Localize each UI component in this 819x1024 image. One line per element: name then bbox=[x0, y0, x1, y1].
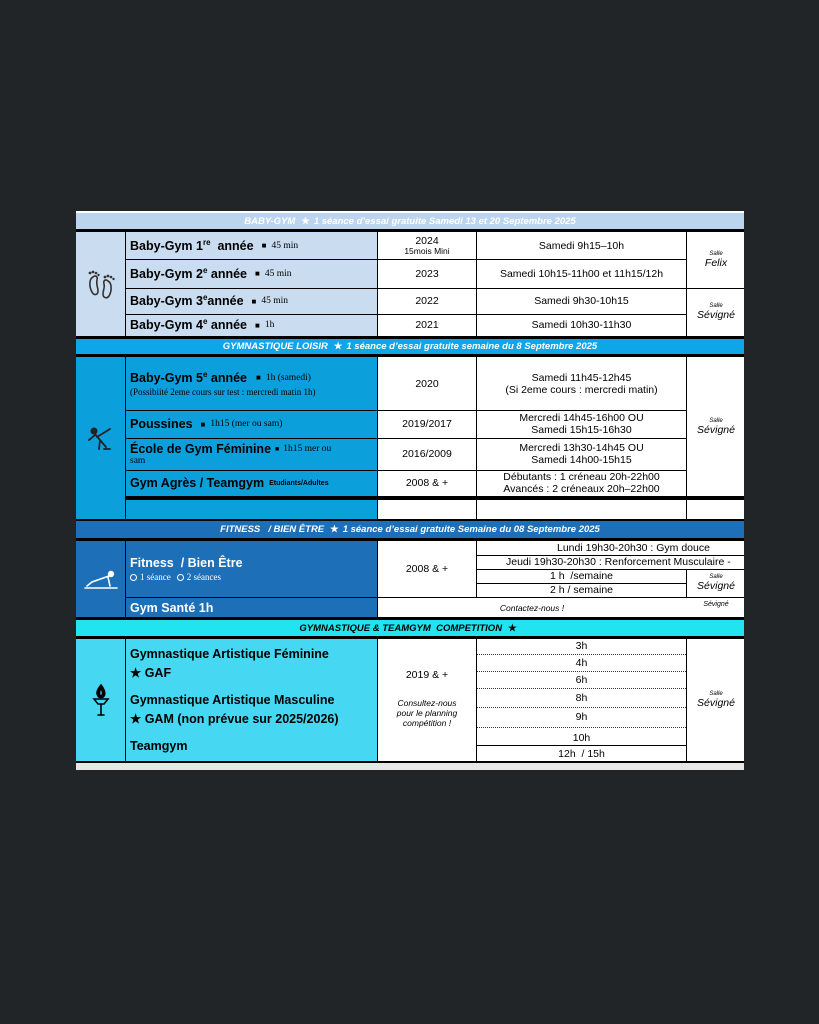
babygym-row-1-schedule: Samedi 9h15–10h bbox=[538, 239, 625, 252]
star-icon: ★ bbox=[301, 215, 310, 227]
option-2-seances: 2 séances bbox=[186, 572, 221, 582]
fitness-schedule-2: Jeudi 19h30-20h30 : Renforcement Musculaire - bbox=[506, 556, 731, 568]
table-footer-strip bbox=[76, 763, 744, 770]
star-icon: ★ bbox=[330, 524, 339, 535]
sante-contact: Contactez-nous ! bbox=[499, 602, 565, 613]
babygym-row-4-schedule: Samedi 10h30-11h30 bbox=[531, 319, 632, 331]
fitness-freq-2: 2 h / semaine bbox=[549, 584, 614, 596]
hours-9h: 9h bbox=[575, 710, 588, 723]
sante-title: Gym Santé 1h bbox=[130, 600, 214, 615]
hours-10h: 10h bbox=[572, 731, 591, 744]
band-loisir bbox=[76, 339, 744, 354]
babygym-row-4-year: 2021 bbox=[415, 319, 439, 331]
loisir-row-2-schedule: Mercredi 14h45-16h00 OU Samedi 15h15-16h30 bbox=[519, 412, 644, 436]
band-babygym-note: 1 séance d’essai gratuite Samedi 13 et 20 Septembre 2025 bbox=[313, 215, 576, 227]
competition-icon-cell bbox=[76, 639, 125, 761]
babygym-row-3-year: 2022 bbox=[415, 295, 439, 307]
loisir-row-1-schedule: Samedi 11h45-12h45 (Si 2eme cours : mercredi matin) bbox=[505, 371, 658, 396]
babygym-row-3-schedule: Samedi 9h30-10h15 bbox=[534, 295, 629, 307]
option-1-seance: 1 séance bbox=[140, 572, 171, 582]
sante-salle: Sévigné bbox=[703, 600, 729, 608]
babygym-salle-felix: Salle Felix bbox=[704, 251, 728, 269]
band-fitness-note: 1 séance d’essai gratuite Semaine du 08 Septembre 2025 bbox=[342, 524, 600, 535]
fitness-title: Fitness / Bien Être 1 séance 2 séances bbox=[130, 556, 243, 582]
babygym-row-2-title: Baby-Gym 2e année ■ 45 min bbox=[130, 265, 292, 282]
fitness-schedule-1: Lundi 19h30-20h30 : Gym douce bbox=[557, 542, 710, 554]
competition-salle: Salle Sévigné bbox=[697, 691, 735, 709]
radio-2-icon bbox=[177, 574, 184, 581]
band-babygym bbox=[76, 213, 744, 229]
loisir-row-2-title: Poussines ■ 1h15 (mer ou sam) bbox=[130, 417, 283, 431]
babygym-row-2-year: 2023 bbox=[415, 267, 439, 280]
band-fitness bbox=[76, 521, 744, 538]
babygym-row-1-title: Baby-Gym 1re année ■ 45 min bbox=[130, 237, 299, 254]
loisir-row-4-title: Gym Agrès / Teamgym Etudiants/Adultes bbox=[130, 476, 329, 490]
babygym-icon-cell bbox=[76, 232, 125, 336]
loisir-salle: Salle Sévigné bbox=[697, 417, 735, 436]
loisir-row-4-schedule: Débutants : 1 créneau 20h-22h00 Avancés : 2 créneaux 20h–22h00 bbox=[503, 471, 660, 495]
loisir-row-2-year: 2019/2017 bbox=[402, 418, 452, 430]
hours-6h: 6h bbox=[575, 674, 588, 686]
loisir-thick-divider bbox=[126, 496, 744, 500]
band-competition bbox=[76, 620, 744, 636]
hours-3h: 3h bbox=[575, 640, 588, 652]
loisir-row-3-year: 2016/2009 bbox=[402, 448, 452, 460]
fitness-icon-cell bbox=[76, 541, 125, 617]
gam-title: Gymnastique Artistique Masculine ★ GAM (non prévue sur 2025/2026) bbox=[130, 692, 339, 726]
fitness-salle: Salle Sévigné bbox=[697, 574, 735, 592]
gaf-title: Gymnastique Artistique Féminine ★ GAF bbox=[130, 646, 329, 680]
fitness-freq-1: 1 h /semaine bbox=[549, 570, 614, 582]
loisir-row-3-title: École de Gym Féminine ■ 1h15 mer ou sam bbox=[130, 442, 332, 466]
hours-4h: 4h bbox=[575, 657, 588, 669]
competition-consult: Consultez-nous pour le planning compétition ! bbox=[396, 698, 458, 728]
band-loisir-name: GYMNASTIQUE LOISIR bbox=[222, 341, 328, 352]
gymnast-stretch-icon bbox=[86, 423, 116, 453]
band-competition-name: GYMNASTIQUE & TEAMGYM COMPETITION bbox=[299, 622, 503, 634]
babygym-row-3-title: Baby-Gym 3eannée ■ 45 min bbox=[130, 293, 289, 309]
competition-year: 2019 & + bbox=[405, 669, 449, 681]
hours-8h: 8h bbox=[575, 691, 588, 704]
band-loisir-note: 1 séance d’essai gratuite semaine du 8 Septembre 2025 bbox=[346, 341, 598, 352]
star-icon: ★ bbox=[130, 665, 145, 680]
babygym-salle-sevigne: Salle Sévigné bbox=[697, 303, 735, 321]
loisir-row-1-title: Baby-Gym 5e année ■ 1h (samedi) (Possibiité 2eme cours sur test : mercredi matin 1h) bbox=[130, 369, 316, 398]
band-fitness-name: FITNESS / BIEN ÊTRE bbox=[220, 524, 325, 535]
fitness-year: 2008 & + bbox=[405, 563, 449, 575]
radio-1-icon bbox=[130, 574, 137, 581]
babygym-row-2-schedule: Samedi 10h15-11h00 et 11h15/12h bbox=[499, 267, 664, 280]
loisir-row-4-year: 2008 & + bbox=[405, 477, 449, 489]
loisir-icon-cell bbox=[76, 357, 125, 519]
schedule-table bbox=[76, 211, 744, 770]
plank-exercise-icon bbox=[84, 568, 118, 590]
hours-12h-15h: 12h / 15h bbox=[558, 747, 605, 760]
band-babygym-name: BABY-GYM bbox=[244, 215, 296, 227]
loisir-row-1-year: 2020 bbox=[415, 377, 439, 390]
star-icon: ★ bbox=[333, 341, 343, 352]
torch-icon bbox=[90, 682, 112, 718]
feet-icon bbox=[84, 267, 118, 301]
babygym-row-1-year: 2024 15mois Mini bbox=[404, 235, 450, 256]
star-icon: ★ bbox=[508, 622, 517, 634]
star-icon: ★ bbox=[130, 711, 145, 726]
teamgym-title: Teamgym bbox=[130, 739, 188, 753]
babygym-row-4-title: Baby-Gym 4e année ■ 1h bbox=[130, 317, 275, 333]
loisir-row-3-schedule: Mercredi 13h30-14h45 OU Samedi 14h00-15h15 bbox=[519, 442, 644, 466]
